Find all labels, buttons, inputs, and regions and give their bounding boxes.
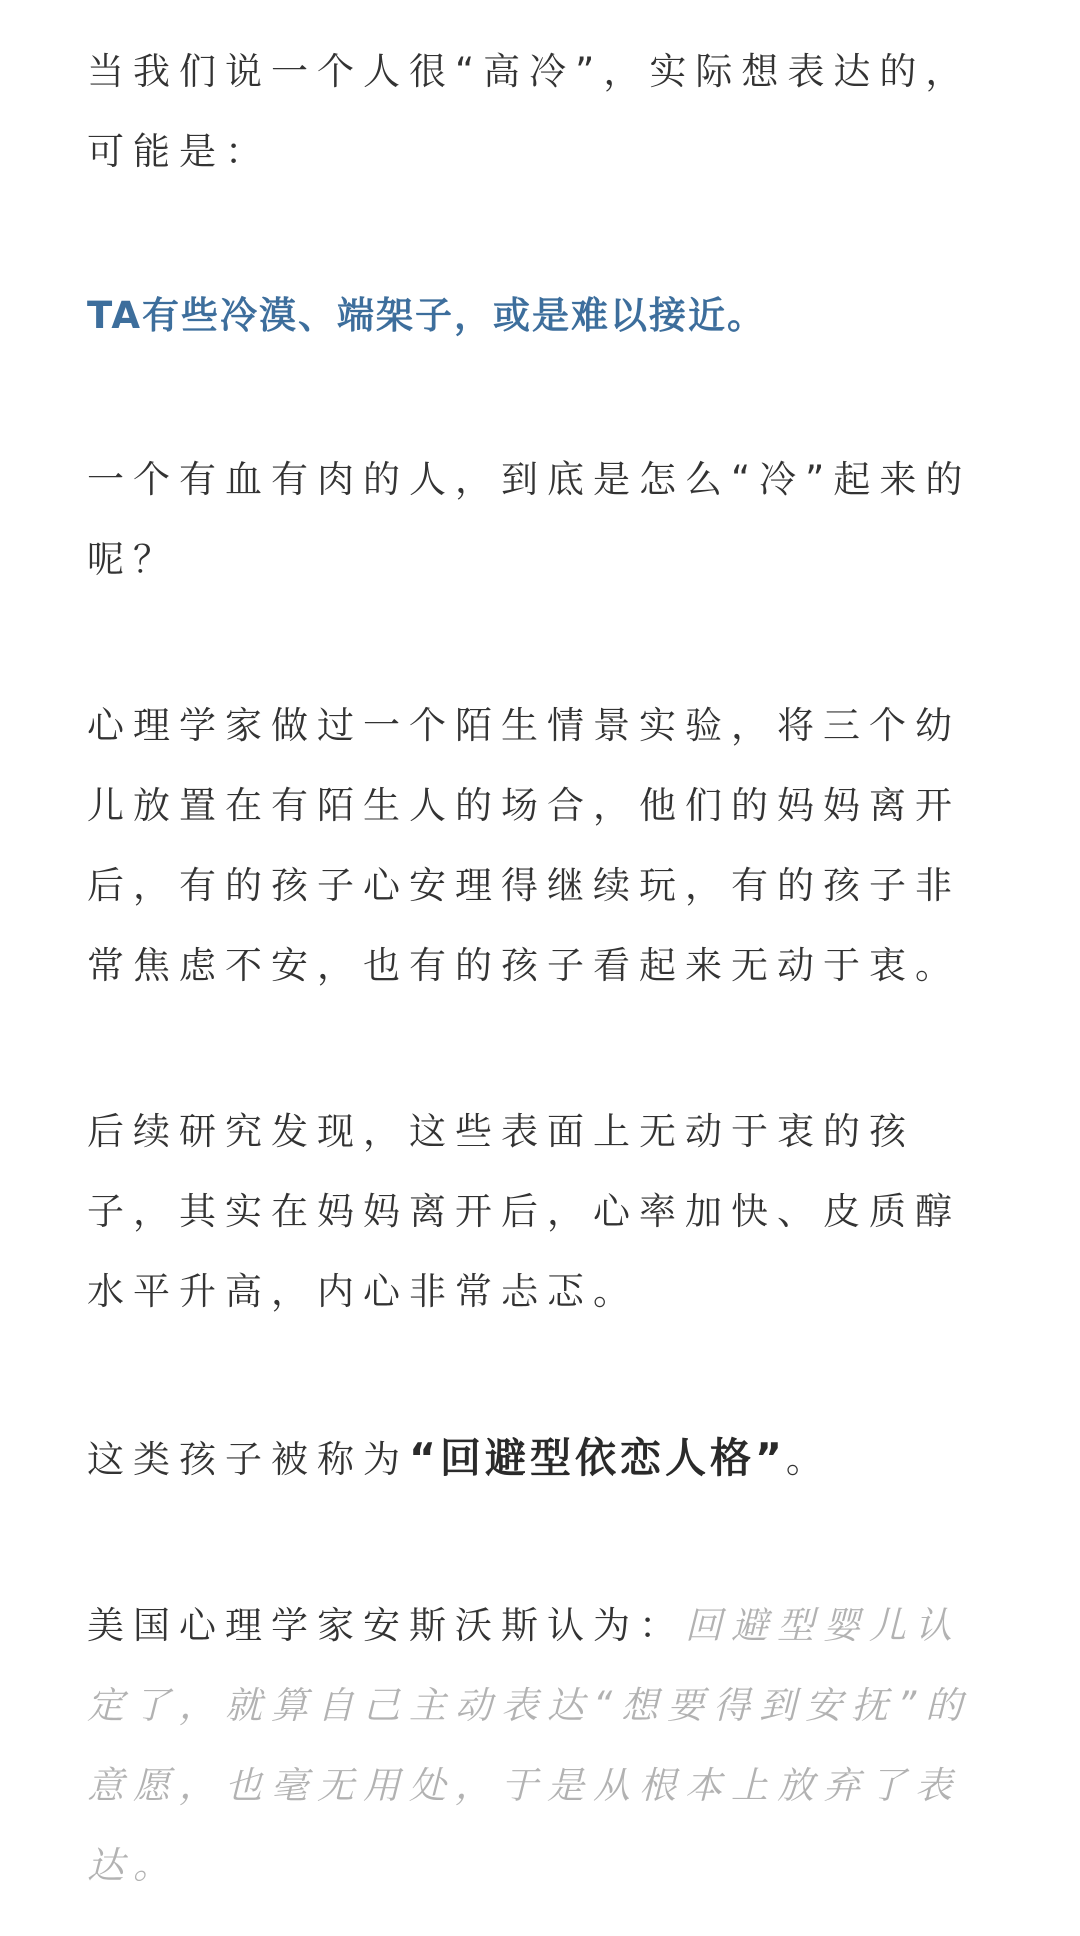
paragraph-intro: 当我们说一个人很“高冷”，实际想表达的，可能是： bbox=[87, 50, 972, 173]
paragraph-attachment-type bbox=[87, 1418, 997, 1500]
paragraph-research: 后续研究发现，这些表面上无动于衷的孩子，其实在妈妈离开后，心率加快、皮质醇水平升高，内心非常忐忑。 bbox=[87, 1110, 961, 1313]
attachment-term: “回避型依恋人格” bbox=[409, 1434, 786, 1482]
attachment-suffix: 。 bbox=[785, 1438, 832, 1481]
paragraph-ainsworth bbox=[87, 1586, 997, 1906]
ainsworth-quote: 回避型婴儿认定了，就算自己主动表达“想要得到安抚”的意愿，也毫无用处，于是从根本上放弃了表达。 bbox=[87, 1604, 972, 1887]
article-body bbox=[87, 32, 997, 1906]
attachment-prefix: 这类孩子被称为 bbox=[87, 1438, 409, 1481]
paragraph-highlight: TA有些冷漠、端架子，或是难以接近。 bbox=[87, 294, 767, 337]
ainsworth-lead: 美国心理学家安斯沃斯认为： bbox=[87, 1604, 685, 1647]
paragraph-question: 一个有血有肉的人，到底是怎么“冷”起来的呢？ bbox=[87, 458, 972, 581]
paragraph-experiment: 心理学家做过一个陌生情景实验，将三个幼儿放置在有陌生人的场合，他们的妈妈离开后，有的孩子心安理得继续玩，有的孩子非常焦虑不安，也有的孩子看起来无动于衷。 bbox=[87, 704, 961, 987]
